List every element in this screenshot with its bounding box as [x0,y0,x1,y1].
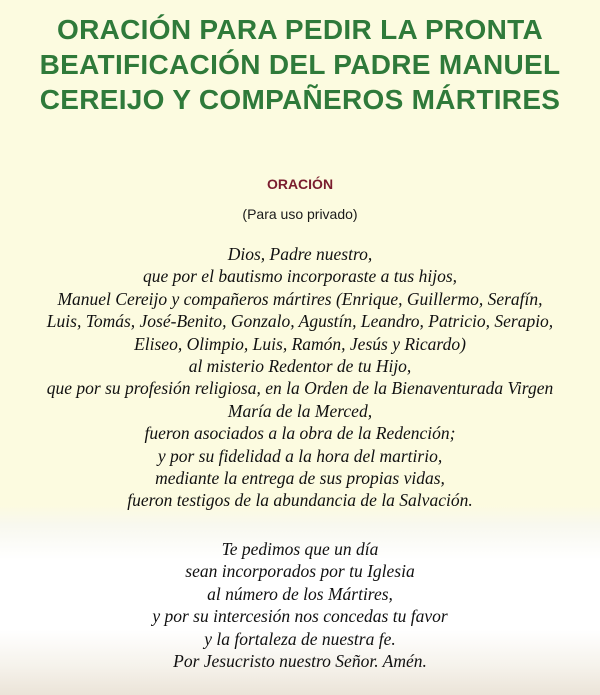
prayer-line: Eliseo, Olimpio, Luis, Ramón, Jesús y Ricardo) [134,333,466,354]
section-heading: ORACIÓN [266,176,334,192]
prayer-line: Dios, Padre nuestro, [227,244,373,264]
prayer-line: Te pedimos que un día [221,539,379,559]
prayer-line: fueron testigos de la abundancia de la Salvación. [127,490,473,511]
section-subheading: (Para uso privado) [242,206,358,222]
page-title [0,12,600,117]
prayer-paragraph-2 [0,538,600,672]
prayer-line: sean incorporados por tu Iglesia [185,561,415,582]
prayer-line: Luis, Tomás, José-Benito, Gonzalo, Agustín, Leandro, Patricio, Serapio, [46,311,554,332]
prayer-line: mediante la entrega de sus propias vidas, [155,468,445,489]
prayer-line: y por su intercesión nos concedas tu favor [152,606,448,627]
prayer-line: que por el bautismo incorporaste a tus hijos, [142,266,458,287]
title-line-2: BEATIFICACIÓN DEL PADRE MANUEL [39,49,561,80]
prayer-line: que por su profesión religiosa, en la Orden de la Bienaventurada Virgen [46,378,554,399]
prayer-line: al misterio Redentor de tu Hijo, [188,356,412,377]
prayer-paragraph-1 [0,243,600,512]
prayer-line: Por Jesucristo nuestro Señor. Amén. [173,651,427,672]
title-line-3: CEREIJO Y COMPAÑEROS MÁRTIRES [39,84,561,115]
prayer-line: y por su fidelidad a la hora del martirio, [157,445,443,466]
prayer-line: fueron asociados a la obra de la Redención; [144,423,456,444]
prayer-line: y la fortaleza de nuestra fe. [204,628,396,649]
prayer-line: María de la Merced, [227,400,373,421]
title-line-1: ORACIÓN PARA PEDIR LA PRONTA [57,14,543,45]
prayer-line: Manuel Cereijo y compañeros mártires (Enrique, Guillermo, Serafín, [57,288,543,309]
prayer-line: al número de los Mártires, [207,583,393,604]
